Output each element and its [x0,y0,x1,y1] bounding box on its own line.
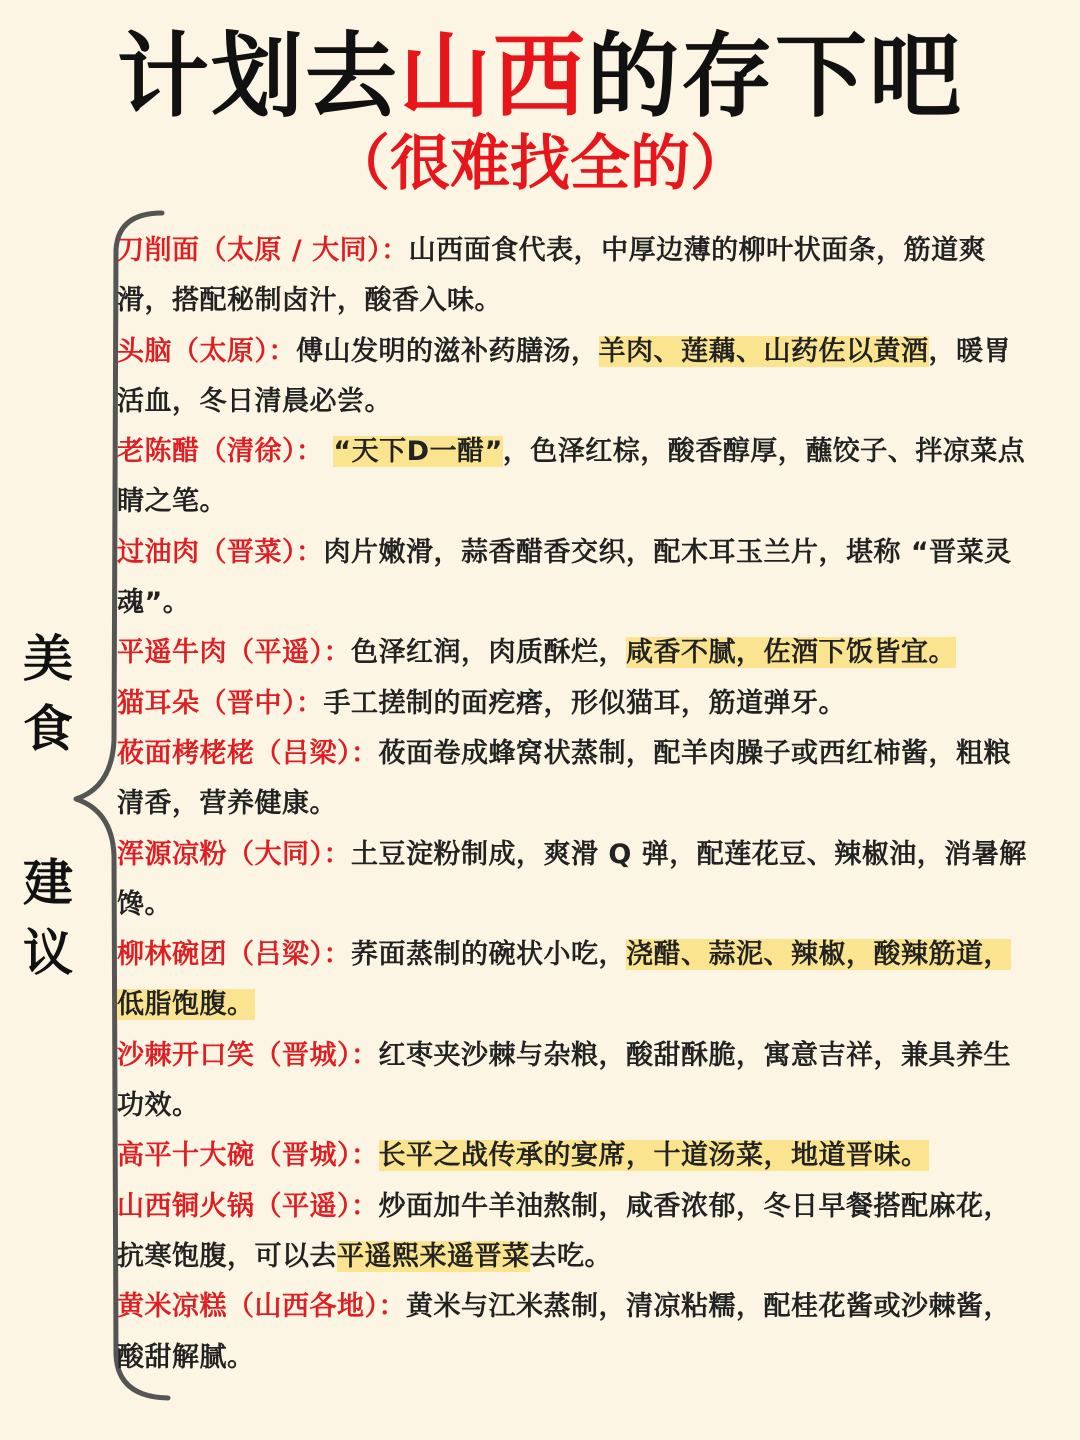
food-highlight: 咸香不腻，佐酒下饭皆宜。 [626,637,956,669]
food-item-youmian [117,729,1037,830]
food-name: 过油肉（晋菜）： [117,536,324,568]
food-desc: 莜面卷成蜂窝状蒸制，配羊肉臊子或西红柿酱，粗粮清香，营养健康。 [117,737,1011,820]
food-list [117,226,1037,1383]
food-item-liulin-wantuan [117,930,1037,1031]
food-name: 莜面栲栳栳（吕梁）： [117,737,379,769]
food-name: 浑源凉粉（大同）： [117,838,351,870]
food-name: 老陈醋（清徐）： [117,436,324,468]
food-item-huangmi-lianggao [117,1282,1037,1383]
food-desc: 土豆淀粉制成，爽滑 Q 弹，配莲花豆、辣椒油，消暑解馋。 [117,838,1027,920]
food-item-tounao [117,327,1037,428]
title-part-1: 计划去 [116,23,399,130]
food-desc: 黄米与江米蒸制，清凉粘糯，配桂花酱或沙棘酱，酸甜解腻。 [117,1291,1011,1373]
side-label-suggestion [20,848,76,988]
food-desc: 荞面蒸制的碗状小吃， [351,939,626,971]
food-desc: 色泽红润，肉质酥烂， [351,637,626,669]
food-desc-tail: ，色泽红棕，酸香醇厚，蘸饺子、拌凉菜点睛之笔。 [117,436,1026,518]
food-name: 猫耳朵（晋中）： [117,687,324,719]
page-title [0,22,1080,132]
food-item-pingyao-beef [117,628,1037,678]
food-item-shaji-kaikouxiao [117,1031,1037,1132]
side-char: 建 [23,854,73,912]
side-label-food [20,624,76,764]
food-name: 柳林碗团（吕梁）： [117,939,351,971]
food-highlight: 羊肉、莲藕、山药佐以黄酒 [598,335,929,367]
food-name: 头脑（太原）： [117,335,296,367]
side-char: 食 [23,700,73,758]
title-part-2: 的存下吧 [587,23,964,130]
food-desc: 手工搓制的面疙瘩，形似猫耳，筋道弹牙。 [323,687,846,719]
food-highlight: 平遥熙来遥晋菜 [337,1240,530,1272]
title-highlight: 山西 [398,23,587,130]
food-item-laochencu [117,427,1037,528]
food-desc [324,436,334,467]
food-item-guoyourou [117,528,1037,629]
food-highlight: 长平之战传承的宴席，十道汤菜，地道晋味。 [378,1140,929,1172]
food-name: 沙棘开口笑（晋城）： [117,1039,379,1071]
food-desc: 炒面加牛羊油熬制，咸香浓郁，冬日早餐搭配麻花，抗寒饱腹，可以去 [117,1190,1011,1272]
food-desc: 山西面食代表，中厚边薄的柳叶状面条，筋道爽滑，搭配秘制卤汁，酸香入味。 [117,235,987,317]
food-name: 平遥牛肉（平遥）： [117,637,351,669]
food-desc: 傅山发明的滋补药膳汤， [296,335,599,367]
food-name: 黄米凉糕（山西各地）： [117,1291,406,1323]
food-name: 高平十大碗（晋城）： [117,1140,379,1172]
food-desc: 肉片嫩滑，蒜香醋香交织，配木耳玉兰片，堪称 “晋菜灵魂”。 [117,536,1012,619]
food-desc: 红枣夹沙棘与杂粮，酸甜酥脆，寓意吉祥，兼具养生功效。 [117,1039,1011,1122]
side-char: 美 [23,630,73,688]
food-name: 刀削面（太原 / 大同）： [117,235,409,266]
food-item-maoerduo [117,679,1037,729]
food-desc-tail: ，暖胃活血，冬日清晨必尝。 [117,335,1011,417]
food-name: 山西铜火锅（平遥）： [117,1190,379,1222]
food-item-hunyuan-liangfen [117,830,1037,931]
food-item-daoxiaomian [117,226,1037,327]
food-desc-tail: 去吃。 [529,1240,612,1272]
side-char: 议 [23,924,73,982]
food-item-gaoping-shidawan [117,1131,1037,1181]
food-item-tong-huoguo [117,1182,1037,1283]
food-highlight: 浇醋、蒜泥、辣椒，酸辣筋道，低脂饱腹。 [117,939,1011,1021]
page-subtitle: （很难找全的） [330,129,750,199]
food-highlight: “天下D一醋” [333,436,503,468]
